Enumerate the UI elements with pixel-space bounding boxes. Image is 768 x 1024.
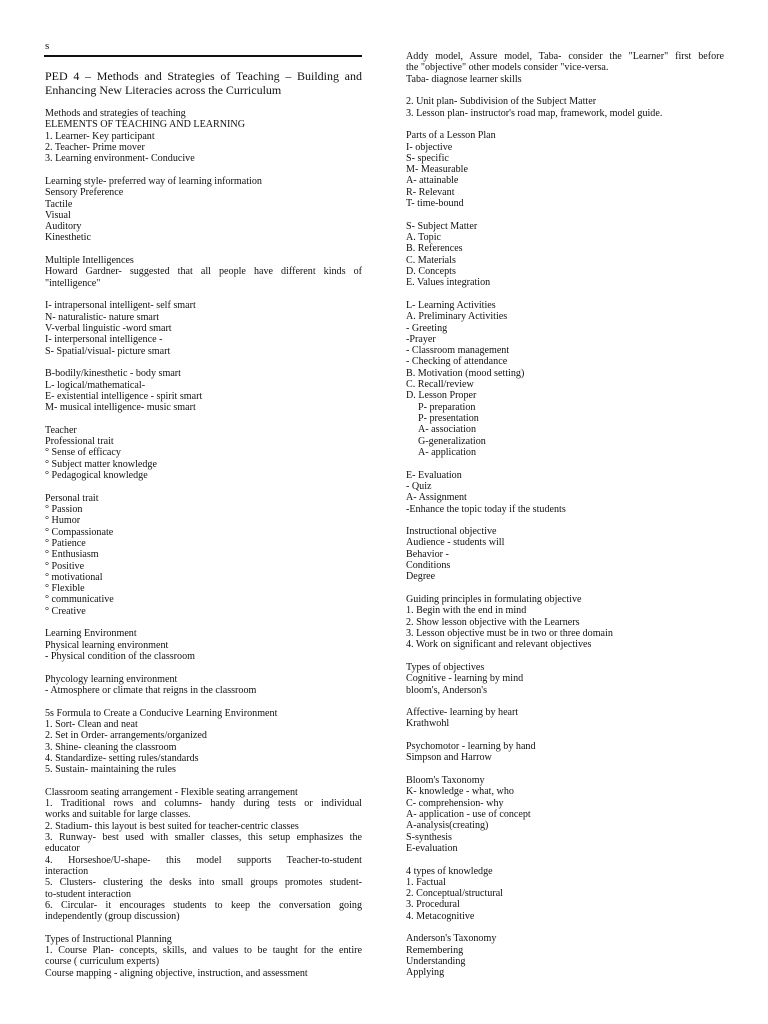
right-text-line: Guiding principles in formulating objective [406, 594, 582, 605]
right-text-line: B. Motivation (mood setting) [406, 367, 525, 379]
right-text-line: bloom's, Anderson's [406, 684, 488, 696]
right-text-line: Affective- learning by heart [406, 707, 519, 719]
right-text-line: Audience - students will [406, 537, 505, 549]
left-text-line: Course mapping - aligning objective, instruction, and assessment [45, 967, 308, 979]
blank-line [406, 854, 724, 865]
right-text-line: A- application [418, 446, 477, 458]
left-text-line: ELEMENTS OF TEACHING AND LEARNING [45, 119, 245, 131]
right-text-line: E- Evaluation [406, 469, 462, 481]
left-text-line: Teacher [45, 424, 77, 436]
right-text-line: S- Subject Matter [406, 220, 478, 232]
left-text-line: ° Compassionate [45, 526, 114, 538]
right-text-line: 2. Conceptual/structural [406, 888, 503, 900]
right-text-line: C. Materials [406, 254, 456, 266]
right-text-line: L- Learning Activities [406, 299, 496, 311]
left-text-line: 5s Formula to Create a Conducive Learning Environment [45, 707, 278, 719]
blank-line [45, 413, 362, 424]
right-text-line: C- comprehension- why [406, 797, 504, 809]
left-text-line: ° Subject matter knowledge [45, 458, 157, 470]
left-text-line: ° Flexible [45, 583, 85, 595]
right-text-line: S- specific [406, 152, 449, 164]
right-text-line: R- Relevant [406, 186, 455, 198]
right-text-line: 4. Work on significant and relevant objectives [406, 639, 592, 651]
blank-line [45, 244, 362, 255]
left-text-line: Methods and strategies of teaching [45, 108, 186, 119]
left-text-line: E- existential intelligence - spirit smart [45, 390, 203, 402]
blank-line [45, 481, 362, 492]
right-text-line: Bloom's Taxonomy [406, 775, 485, 786]
blank-line [406, 209, 724, 220]
right-text-line: the "objective" other models consider "vice-versa. [406, 62, 609, 74]
left-text-line: ° communicative [45, 594, 114, 606]
right-text-line: -Prayer [406, 333, 436, 345]
blank-line [406, 458, 724, 469]
left-text-line: 1. Traditional rows and columns- handy during tests or individual [45, 798, 362, 810]
blank-line [45, 775, 362, 786]
blank-line [45, 357, 362, 368]
right-text-line: E-evaluation [406, 842, 458, 854]
left-text-line: Types of Instructional Planning [45, 933, 172, 945]
left-text-line: Professional trait [45, 436, 114, 448]
left-text-line: interaction [45, 865, 89, 877]
left-text-line: 2. Teacher- Prime mover [45, 141, 145, 153]
left-text-line: independently (group discussion) [45, 911, 180, 923]
left-column [45, 108, 362, 979]
right-text-line: C. Recall/review [406, 379, 474, 391]
left-text-line: - Physical condition of the classroom [45, 651, 195, 662]
right-text-line: P- preparation [418, 401, 476, 413]
left-text-line: Tactile [45, 198, 73, 210]
left-text-line: Auditory [45, 221, 82, 233]
left-text-line: 3. Runway- best used with smaller classes, this setup emphasizes the [45, 832, 362, 843]
right-text-line: Anderson's Taxonomy [406, 933, 497, 945]
right-text-line: T- time-bound [406, 198, 464, 210]
right-text-line: A-analysis(creating) [406, 820, 489, 832]
left-text-line: N- naturalistic- nature smart [45, 311, 160, 323]
right-text-line: Behavior - [406, 548, 449, 560]
right-text-line: D. Concepts [406, 265, 456, 277]
right-text-line: - Classroom management [406, 345, 510, 357]
right-text-line: Parts of a Lesson Plan [406, 130, 496, 142]
header-rule [44, 55, 362, 57]
left-text-line: - Atmosphere or climate that reigns in the classroom [45, 684, 257, 696]
left-text-line: Sensory Preference [45, 187, 124, 199]
right-text-line: A- attainable [406, 175, 459, 187]
right-text-line: Degree [406, 571, 436, 583]
right-text-line: K- knowledge - what, who [406, 786, 514, 798]
left-text-line: 2. Stadium- this layout is best suited for teacher-centric classes [45, 820, 299, 832]
right-text-line: Addy model, Assure model, Taba- consider the "Learner" first before [406, 51, 724, 62]
left-text-line: ° Patience [45, 537, 86, 549]
right-text-line: B. References [406, 243, 463, 255]
blank-line [45, 289, 362, 300]
left-text-line: ° Creative [45, 605, 86, 617]
right-text-line: 4. Metacognitive [406, 910, 475, 922]
right-text-line: A. Preliminary Activities [406, 311, 508, 323]
left-text-line: 3. Learning environment- Conducive [45, 153, 195, 165]
right-text-line: Remembering [406, 944, 464, 956]
left-text-line: ° Pedagogical knowledge [45, 470, 148, 481]
blank-line [45, 662, 362, 673]
left-text-line: 1. Sort- Clean and neat [45, 718, 138, 730]
left-text-line: S- Spatial/visual- picture smart [45, 345, 171, 357]
right-text-line: P- presentation [418, 413, 479, 424]
document-title: PED 4 – Methods and Strategies of Teaching – Building and Enhancing New Literacies across the Curriculum [45, 69, 362, 97]
right-text-line: - Quiz [406, 480, 432, 492]
left-text-line: 4. Standardize- setting rules/standards [45, 752, 199, 764]
left-text-line: 5. Clusters- clustering the desks into small groups promotes student- [45, 877, 362, 889]
right-text-line: - Checking of attendance [406, 356, 508, 368]
blank-line [406, 289, 724, 300]
left-text-line: 5. Sustain- maintaining the rules [45, 764, 176, 776]
left-text-line: educator [45, 843, 80, 855]
left-text-line: ° Humor [45, 515, 81, 527]
right-text-line: Conditions [406, 560, 451, 572]
right-text-line: A- application - use of concept [406, 808, 531, 820]
left-text-line: M- musical intelligence- music smart [45, 402, 196, 414]
right-text-line: 3. Procedural [406, 899, 460, 911]
right-text-line: A. Topic [406, 232, 441, 243]
right-text-line: G-generalization [418, 435, 486, 447]
blank-line [406, 922, 724, 933]
blank-line [406, 764, 724, 775]
blank-line [45, 696, 362, 707]
right-text-line: 1. Factual [406, 876, 446, 888]
left-text-line: 1. Learner- Key participant [45, 130, 155, 142]
right-text-line: D. Lesson Proper [406, 390, 477, 402]
right-text-line: Applying [406, 967, 445, 979]
blank-line [406, 583, 724, 594]
blank-line [406, 119, 724, 130]
left-text-line: I- intrapersonal intelligent- self smart [45, 300, 196, 312]
left-text-line: ° motivational [45, 571, 103, 583]
left-text-line: 6. Circular- it encourages students to keep the conversation going [45, 899, 362, 911]
right-text-line: Cognitive - learning by mind [406, 673, 524, 685]
right-text-line: 1. Begin with the end in mind [406, 605, 527, 617]
left-text-line: Phycology learning environment [45, 673, 178, 685]
left-text-line: Visual [45, 209, 71, 221]
right-text-line: - Greeting [406, 322, 448, 334]
right-text-line: -Enhance the topic today if the students [406, 503, 566, 515]
page-mark: s [45, 40, 50, 52]
blank-line [406, 85, 724, 96]
right-text-line: S-synthesis [406, 831, 452, 843]
left-text-line: Personal trait [45, 492, 99, 504]
blank-line [406, 730, 724, 741]
left-text-line: ° Sense of efficacy [45, 447, 121, 459]
right-text-line: Simpson and Harrow [406, 752, 492, 764]
right-text-line: 3. Lesson plan- instructor's road map, framework, model guide. [406, 107, 663, 119]
right-text-line: I- objective [406, 141, 453, 153]
left-text-line: V-verbal linguistic -word smart [45, 322, 172, 334]
left-text-line: ° Positive [45, 560, 85, 572]
right-text-line: Psychomotor - learning by hand [406, 741, 536, 753]
left-text-line: 1. Course Plan- concepts, skills, and values to be taught for the entire [45, 945, 362, 957]
left-text-line: Howard Gardner- suggested that all people have different kinds of [45, 266, 362, 278]
right-text-line: 2. Show lesson objective with the Learners [406, 616, 580, 628]
left-text-line: 2. Set in Order- arrangements/organized [45, 730, 207, 742]
left-text-line: to-student interaction [45, 888, 132, 900]
left-text-line: ° Enthusiasm [45, 549, 99, 561]
left-text-line: ° Passion [45, 503, 83, 515]
right-text-line: 4 types of knowledge [406, 865, 493, 877]
blank-line [406, 696, 724, 707]
right-text-line: Krathwohl [406, 718, 450, 730]
right-text-line: 3. Lesson objective must be in two or three domain [406, 627, 613, 639]
left-text-line: 4. Horseshoe/U-shape- this model supports Teacher-to-student [45, 854, 362, 866]
right-text-line: Types of objectives [406, 661, 485, 673]
right-text-line: 2. Unit plan- Subdivision of the Subject Matter [406, 96, 597, 108]
left-text-line: Physical learning environment [45, 639, 169, 651]
blank-line [45, 165, 362, 176]
blank-line [45, 923, 362, 934]
left-text-line: Classroom seating arrangement - Flexible seating arrangement [45, 786, 298, 798]
right-text-line: A- Assignment [406, 492, 467, 504]
left-text-line: works and suitable for large classes. [45, 809, 191, 821]
left-text-line: Learning style- preferred way of learning information [45, 175, 262, 187]
left-text-line: "intelligence" [45, 277, 101, 289]
left-text-line: B-bodily/kinesthetic - body smart [45, 368, 181, 380]
right-text-line: Taba- diagnose learner skills [406, 73, 522, 85]
blank-line [45, 617, 362, 628]
blank-line [406, 515, 724, 526]
left-text-line: course ( curriculum experts) [45, 956, 160, 968]
right-text-line: Instructional objective [406, 526, 497, 538]
left-text-line: 3. Shine- cleaning the classroom [45, 741, 177, 753]
right-text-line: Understanding [406, 956, 466, 967]
right-text-line: M- Measurable [406, 164, 468, 176]
left-text-line: L- logical/mathematical- [45, 379, 146, 391]
right-column [406, 51, 724, 979]
left-text-line: Kinesthetic [45, 232, 91, 244]
left-text-line: Learning Environment [45, 628, 137, 640]
blank-line [406, 651, 724, 662]
left-text-line: I- interpersonal intelligence - [45, 334, 163, 346]
right-text-line: A- association [418, 424, 477, 436]
left-text-line: Multiple Intelligences [45, 255, 134, 267]
right-text-line: E. Values integration [406, 277, 491, 289]
